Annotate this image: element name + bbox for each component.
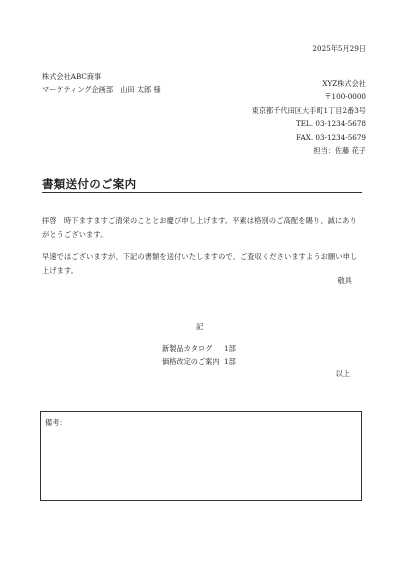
list-item bbox=[162, 344, 236, 357]
sender-company: XYZ株式会社 bbox=[322, 79, 366, 88]
body-paragraph-greeting: 拝啓 時下ますますご清栄のこととお慶び申し上げます。平素は格別のご高配を賜り、誠にありがとうございます。 bbox=[42, 216, 357, 239]
document-title: 書類送付のご案内 bbox=[42, 177, 137, 191]
enclosure-list bbox=[162, 344, 236, 370]
closing-keigu: 敬具 bbox=[337, 276, 352, 285]
body-paragraph-request: 早速ではございますが、下記の書類を送付いたしますので、ご査収くださいますようお願い申し上げます。 bbox=[42, 252, 358, 275]
enclosure-name: 新製品カタログ bbox=[162, 344, 213, 353]
ki-heading: 記 bbox=[196, 322, 204, 331]
enclosure-name: 価格改定のご案内 bbox=[162, 357, 220, 366]
sender-postal-code: 〒100-0000 bbox=[324, 92, 366, 102]
title-underline bbox=[42, 192, 362, 193]
letter-date: 2025年5月29日 bbox=[312, 44, 366, 53]
sender-block bbox=[252, 79, 366, 159]
remarks-box bbox=[40, 411, 362, 501]
ijo-closing: 以上 bbox=[335, 369, 350, 378]
recipient-person: マーケティング企画部 山田 太郎 様 bbox=[42, 85, 161, 94]
recipient-company: 株式会社ABC商事 bbox=[42, 72, 102, 81]
remarks-label: 備考： bbox=[45, 418, 67, 427]
sender-tel: TEL. 03-1234-5678 bbox=[296, 119, 366, 129]
sender-fax: FAX. 03-1234-5679 bbox=[296, 132, 366, 142]
enclosure-qty: 1部 bbox=[224, 344, 236, 353]
sender-contact: 担当：佐藤 花子 bbox=[313, 145, 366, 155]
sender-address: 東京都千代田区大手町1丁目2番3号 bbox=[251, 105, 366, 115]
enclosure-qty: 1部 bbox=[224, 357, 236, 366]
recipient-block bbox=[42, 72, 161, 98]
list-item bbox=[162, 357, 236, 370]
